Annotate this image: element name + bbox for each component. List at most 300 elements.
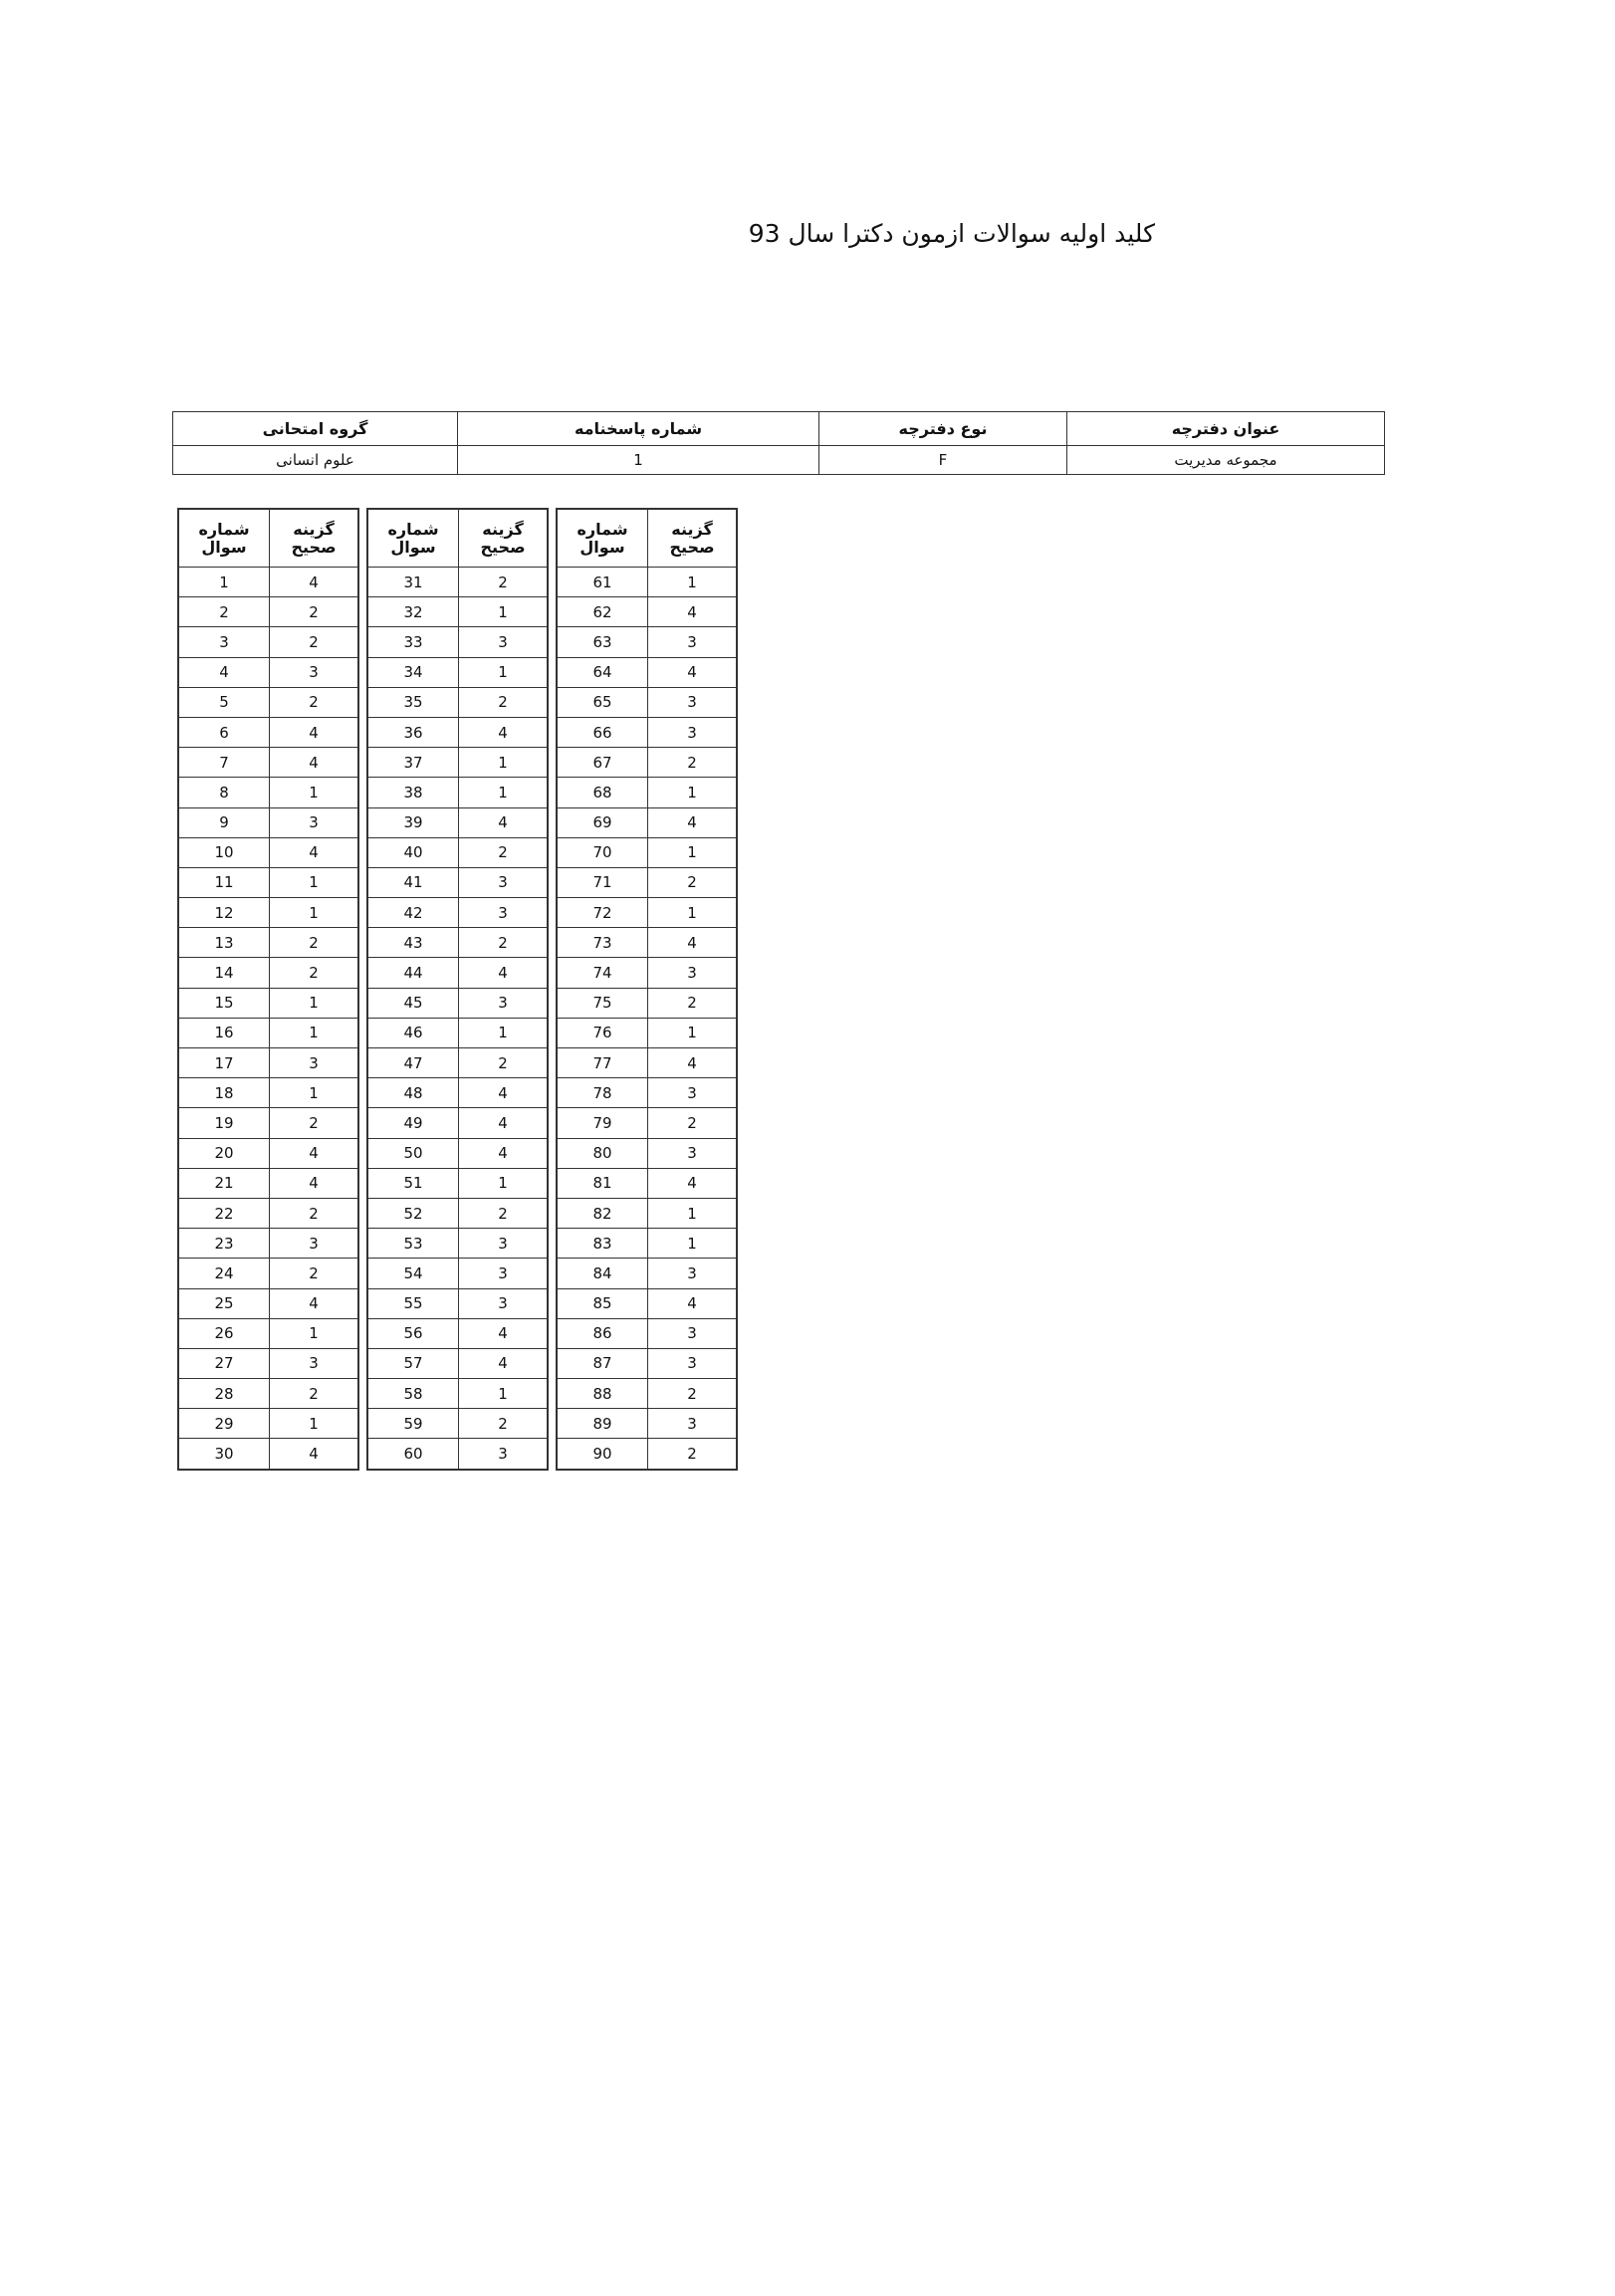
correct-option: 3 [270, 1348, 359, 1378]
question-number: 82 [557, 1198, 648, 1228]
correct-option: 3 [270, 1229, 359, 1259]
correct-option: 4 [648, 597, 738, 627]
table-row [557, 778, 737, 807]
correct-option: 3 [648, 1259, 738, 1288]
question-number: 11 [178, 867, 270, 897]
correct-option: 3 [459, 988, 549, 1018]
correct-option: 2 [459, 687, 549, 717]
correct-option: 4 [459, 1348, 549, 1378]
question-number: 9 [178, 807, 270, 837]
table-row [367, 1198, 548, 1228]
table-row [557, 1018, 737, 1047]
question-header-line: شماره [198, 519, 250, 539]
correct-option: 4 [648, 1168, 738, 1198]
question-number: 74 [557, 958, 648, 988]
table-row [178, 807, 358, 837]
question-number: 58 [367, 1379, 459, 1409]
correct-option: 3 [459, 627, 549, 657]
question-number: 32 [367, 597, 459, 627]
table-row [367, 1348, 548, 1378]
table-row [367, 837, 548, 867]
question-number: 16 [178, 1018, 270, 1047]
correct-option: 4 [459, 717, 549, 747]
question-number: 20 [178, 1138, 270, 1168]
question-number: 22 [178, 1198, 270, 1228]
table-row [178, 837, 358, 867]
correct-option: 2 [270, 958, 359, 988]
booklet-type-header: نوع دفترچه [819, 412, 1067, 446]
question-number: 25 [178, 1288, 270, 1318]
correct-option: 2 [459, 1409, 549, 1439]
question-number: 10 [178, 837, 270, 867]
question-number: 33 [367, 627, 459, 657]
table-row [178, 1108, 358, 1138]
correct-option: 4 [270, 1288, 359, 1318]
question-number: 41 [367, 867, 459, 897]
correct-option: 1 [459, 657, 549, 687]
table-row [178, 867, 358, 897]
table-row [557, 867, 737, 897]
table-row [178, 778, 358, 807]
question-number: 6 [178, 717, 270, 747]
booklet-title-value: مجموعه مدیریت [1067, 446, 1385, 475]
table-row [557, 657, 737, 687]
question-number: 84 [557, 1259, 648, 1288]
correct-option: 1 [459, 1168, 549, 1198]
page-title: کلید اولیه سوالات ازمون دکترا سال 93 [748, 219, 1155, 248]
table-row [557, 1138, 737, 1168]
question-number: 2 [178, 597, 270, 627]
correct-option: 2 [270, 1379, 359, 1409]
correct-option: 2 [648, 1439, 738, 1470]
correct-option: 3 [648, 1138, 738, 1168]
question-number: 14 [178, 958, 270, 988]
question-number: 59 [367, 1409, 459, 1439]
answer-header-line: صحیح [480, 537, 526, 557]
table-row [178, 1409, 358, 1439]
table-row [557, 1108, 737, 1138]
correct-option: 3 [270, 1048, 359, 1078]
correct-option-header [459, 509, 549, 568]
question-number: 68 [557, 778, 648, 807]
correct-option-header [270, 509, 359, 568]
correct-option: 4 [459, 1108, 549, 1138]
table-row [367, 898, 548, 928]
correct-option: 4 [648, 928, 738, 958]
table-row [367, 928, 548, 958]
question-number-header [557, 509, 648, 568]
correct-option: 2 [459, 1198, 549, 1228]
question-number: 7 [178, 748, 270, 778]
correct-option: 4 [648, 1288, 738, 1318]
question-number: 85 [557, 1288, 648, 1318]
question-number: 88 [557, 1379, 648, 1409]
question-number: 61 [557, 568, 648, 597]
correct-option: 3 [648, 1078, 738, 1108]
table-row [178, 1259, 358, 1288]
question-number: 77 [557, 1048, 648, 1078]
correct-option: 3 [459, 1439, 549, 1470]
table-row [178, 1379, 358, 1409]
correct-option: 1 [648, 778, 738, 807]
table-row [178, 627, 358, 657]
question-number: 80 [557, 1138, 648, 1168]
table-row [557, 748, 737, 778]
table-row [367, 1409, 548, 1439]
correct-option: 1 [648, 568, 738, 597]
question-number: 39 [367, 807, 459, 837]
question-number: 37 [367, 748, 459, 778]
correct-option: 2 [648, 1108, 738, 1138]
table-row [557, 597, 737, 627]
correct-option: 3 [648, 1348, 738, 1378]
question-number: 64 [557, 657, 648, 687]
question-number: 73 [557, 928, 648, 958]
question-number: 38 [367, 778, 459, 807]
table-row [557, 807, 737, 837]
correct-option: 1 [270, 1018, 359, 1047]
correct-option: 4 [459, 1138, 549, 1168]
table-row [557, 958, 737, 988]
table-row [178, 928, 358, 958]
question-number: 48 [367, 1078, 459, 1108]
question-number: 21 [178, 1168, 270, 1198]
key-header-row [557, 509, 737, 568]
table-row [178, 958, 358, 988]
question-number: 53 [367, 1229, 459, 1259]
question-number: 72 [557, 898, 648, 928]
question-number: 34 [367, 657, 459, 687]
table-row [178, 1138, 358, 1168]
table-row [178, 568, 358, 597]
table-row [557, 1409, 737, 1439]
table-row [557, 928, 737, 958]
question-number: 51 [367, 1168, 459, 1198]
table-row [178, 1018, 358, 1047]
question-number: 47 [367, 1048, 459, 1078]
question-number: 86 [557, 1318, 648, 1348]
table-row [178, 717, 358, 747]
correct-option: 1 [270, 1409, 359, 1439]
correct-option: 4 [648, 1048, 738, 1078]
question-number: 30 [178, 1439, 270, 1470]
question-number: 15 [178, 988, 270, 1018]
correct-option: 2 [270, 597, 359, 627]
table-row [178, 1439, 358, 1470]
answer-header-line: صحیح [669, 537, 715, 557]
question-header-line: سوال [201, 537, 247, 557]
table-row [178, 988, 358, 1018]
question-number: 29 [178, 1409, 270, 1439]
key-header-row [178, 509, 358, 568]
table-row [367, 1379, 548, 1409]
question-number: 65 [557, 687, 648, 717]
table-row [178, 748, 358, 778]
question-number: 89 [557, 1409, 648, 1439]
correct-option: 3 [648, 1318, 738, 1348]
table-row [367, 1229, 548, 1259]
correct-option: 2 [459, 837, 549, 867]
table-row [178, 1348, 358, 1378]
answer-sheet-number-value: 1 [458, 446, 819, 475]
question-number: 79 [557, 1108, 648, 1138]
table-row [178, 687, 358, 717]
table-row [557, 568, 737, 597]
table-row [367, 988, 548, 1018]
table-row [178, 1168, 358, 1198]
question-number: 60 [367, 1439, 459, 1470]
correct-option: 1 [459, 1018, 549, 1047]
question-number: 1 [178, 568, 270, 597]
question-header-line: شماره [577, 519, 628, 539]
question-number: 76 [557, 1018, 648, 1047]
question-number: 46 [367, 1018, 459, 1047]
table-row [557, 1288, 737, 1318]
question-number: 19 [178, 1108, 270, 1138]
booklet-type-value: F [819, 446, 1067, 475]
question-number: 40 [367, 837, 459, 867]
table-row [367, 1318, 548, 1348]
exam-group-value: علوم انسانی [173, 446, 458, 475]
table-row [178, 1078, 358, 1108]
question-number: 90 [557, 1439, 648, 1470]
table-row [178, 597, 358, 627]
correct-option: 1 [648, 898, 738, 928]
question-number: 49 [367, 1108, 459, 1138]
question-number-header [178, 509, 270, 568]
correct-option: 4 [270, 568, 359, 597]
table-row [557, 1229, 737, 1259]
table-row [557, 1348, 737, 1378]
correct-option: 1 [648, 1229, 738, 1259]
correct-option: 1 [270, 988, 359, 1018]
correct-option: 2 [648, 748, 738, 778]
exam-group-header: گروه امتحانی [173, 412, 458, 446]
correct-option: 3 [459, 898, 549, 928]
question-number: 27 [178, 1348, 270, 1378]
correct-option: 1 [459, 597, 549, 627]
correct-option: 4 [459, 1078, 549, 1108]
table-row [367, 627, 548, 657]
question-number: 4 [178, 657, 270, 687]
table-row [178, 898, 358, 928]
question-number: 70 [557, 837, 648, 867]
table-row [557, 988, 737, 1018]
key-header-row [367, 509, 548, 568]
question-number: 28 [178, 1379, 270, 1409]
table-row [178, 1048, 358, 1078]
table-row [367, 1168, 548, 1198]
question-number: 8 [178, 778, 270, 807]
correct-option: 3 [648, 958, 738, 988]
table-row [367, 867, 548, 897]
table-row [557, 687, 737, 717]
question-header-line: سوال [390, 537, 436, 557]
correct-option: 2 [648, 988, 738, 1018]
correct-option: 2 [270, 1198, 359, 1228]
question-number: 43 [367, 928, 459, 958]
correct-option: 3 [459, 1229, 549, 1259]
table-row [557, 1048, 737, 1078]
table-row [178, 1229, 358, 1259]
correct-option: 4 [270, 837, 359, 867]
table-row [557, 627, 737, 657]
question-number: 57 [367, 1348, 459, 1378]
question-number: 83 [557, 1229, 648, 1259]
table-row [557, 1078, 737, 1108]
question-number: 12 [178, 898, 270, 928]
question-number: 81 [557, 1168, 648, 1198]
table-row [178, 657, 358, 687]
correct-option-header [648, 509, 738, 568]
question-number: 52 [367, 1198, 459, 1228]
question-number: 3 [178, 627, 270, 657]
correct-option: 2 [270, 687, 359, 717]
correct-option: 1 [459, 748, 549, 778]
correct-option: 2 [648, 867, 738, 897]
question-number: 17 [178, 1048, 270, 1078]
correct-option: 4 [270, 717, 359, 747]
table-row [367, 1108, 548, 1138]
table-row [367, 1018, 548, 1047]
correct-option: 2 [459, 1048, 549, 1078]
table-row [557, 1439, 737, 1470]
info-value-row [173, 446, 1385, 475]
question-number: 42 [367, 898, 459, 928]
question-number: 24 [178, 1259, 270, 1288]
question-number: 67 [557, 748, 648, 778]
correct-option: 4 [270, 1138, 359, 1168]
correct-option: 2 [459, 568, 549, 597]
table-row [557, 1318, 737, 1348]
question-header-line: سوال [579, 537, 625, 557]
table-row [557, 837, 737, 867]
table-row [557, 1259, 737, 1288]
correct-option: 2 [270, 1108, 359, 1138]
correct-option: 4 [648, 807, 738, 837]
table-row [367, 807, 548, 837]
table-row [367, 1288, 548, 1318]
correct-option: 1 [270, 898, 359, 928]
question-number: 62 [557, 597, 648, 627]
answer-key-table-2 [366, 508, 549, 1471]
table-row [367, 778, 548, 807]
correct-option: 2 [648, 1379, 738, 1409]
table-row [178, 1198, 358, 1228]
correct-option: 3 [459, 1259, 549, 1288]
correct-option: 3 [459, 1288, 549, 1318]
correct-option: 1 [459, 778, 549, 807]
question-number: 56 [367, 1318, 459, 1348]
question-number: 63 [557, 627, 648, 657]
answer-sheet-number-header: شماره پاسخنامه [458, 412, 819, 446]
question-number: 78 [557, 1078, 648, 1108]
correct-option: 1 [270, 867, 359, 897]
table-row [367, 597, 548, 627]
correct-option: 4 [270, 1439, 359, 1470]
table-row [557, 1198, 737, 1228]
table-row [178, 1288, 358, 1318]
booklet-title-header: عنوان دفترچه [1067, 412, 1385, 446]
question-number: 75 [557, 988, 648, 1018]
correct-option: 3 [648, 717, 738, 747]
question-number: 44 [367, 958, 459, 988]
info-header-row [173, 412, 1385, 446]
answer-header-line: گزینه [482, 519, 524, 539]
question-number: 31 [367, 568, 459, 597]
table-row [367, 1078, 548, 1108]
question-number: 71 [557, 867, 648, 897]
answer-header-line: گزینه [671, 519, 713, 539]
question-header-line: شماره [387, 519, 439, 539]
correct-option: 3 [459, 867, 549, 897]
question-number: 54 [367, 1259, 459, 1288]
correct-option: 4 [459, 958, 549, 988]
correct-option: 2 [270, 928, 359, 958]
question-number: 18 [178, 1078, 270, 1108]
question-number: 13 [178, 928, 270, 958]
correct-option: 1 [648, 1198, 738, 1228]
question-number: 66 [557, 717, 648, 747]
table-row [367, 1048, 548, 1078]
correct-option: 1 [648, 1018, 738, 1047]
table-row [557, 898, 737, 928]
correct-option: 2 [459, 928, 549, 958]
table-row [367, 748, 548, 778]
correct-option: 4 [459, 807, 549, 837]
table-row [367, 1439, 548, 1470]
booklet-info-table [172, 411, 1385, 475]
correct-option: 1 [648, 837, 738, 867]
table-row [367, 687, 548, 717]
table-row [367, 1138, 548, 1168]
question-number: 5 [178, 687, 270, 717]
correct-option: 3 [648, 687, 738, 717]
correct-option: 1 [270, 1078, 359, 1108]
correct-option: 4 [270, 1168, 359, 1198]
correct-option: 1 [270, 1318, 359, 1348]
correct-option: 1 [270, 778, 359, 807]
question-number: 23 [178, 1229, 270, 1259]
question-number: 35 [367, 687, 459, 717]
correct-option: 3 [648, 1409, 738, 1439]
correct-option: 3 [270, 807, 359, 837]
table-row [367, 657, 548, 687]
correct-option: 1 [459, 1379, 549, 1409]
answer-key-table-1 [177, 508, 359, 1471]
table-row [367, 958, 548, 988]
table-row [557, 1379, 737, 1409]
question-number: 26 [178, 1318, 270, 1348]
question-number: 55 [367, 1288, 459, 1318]
correct-option: 4 [459, 1318, 549, 1348]
correct-option: 4 [648, 657, 738, 687]
table-row [367, 717, 548, 747]
question-number: 45 [367, 988, 459, 1018]
question-number: 87 [557, 1348, 648, 1378]
answer-key-table-3 [556, 508, 738, 1471]
question-number: 50 [367, 1138, 459, 1168]
correct-option: 2 [270, 627, 359, 657]
answer-header-line: گزینه [293, 519, 335, 539]
table-row [367, 568, 548, 597]
correct-option: 3 [270, 657, 359, 687]
correct-option: 4 [270, 748, 359, 778]
question-number: 69 [557, 807, 648, 837]
table-row [178, 1318, 358, 1348]
answer-header-line: صحیح [291, 537, 337, 557]
table-row [557, 1168, 737, 1198]
